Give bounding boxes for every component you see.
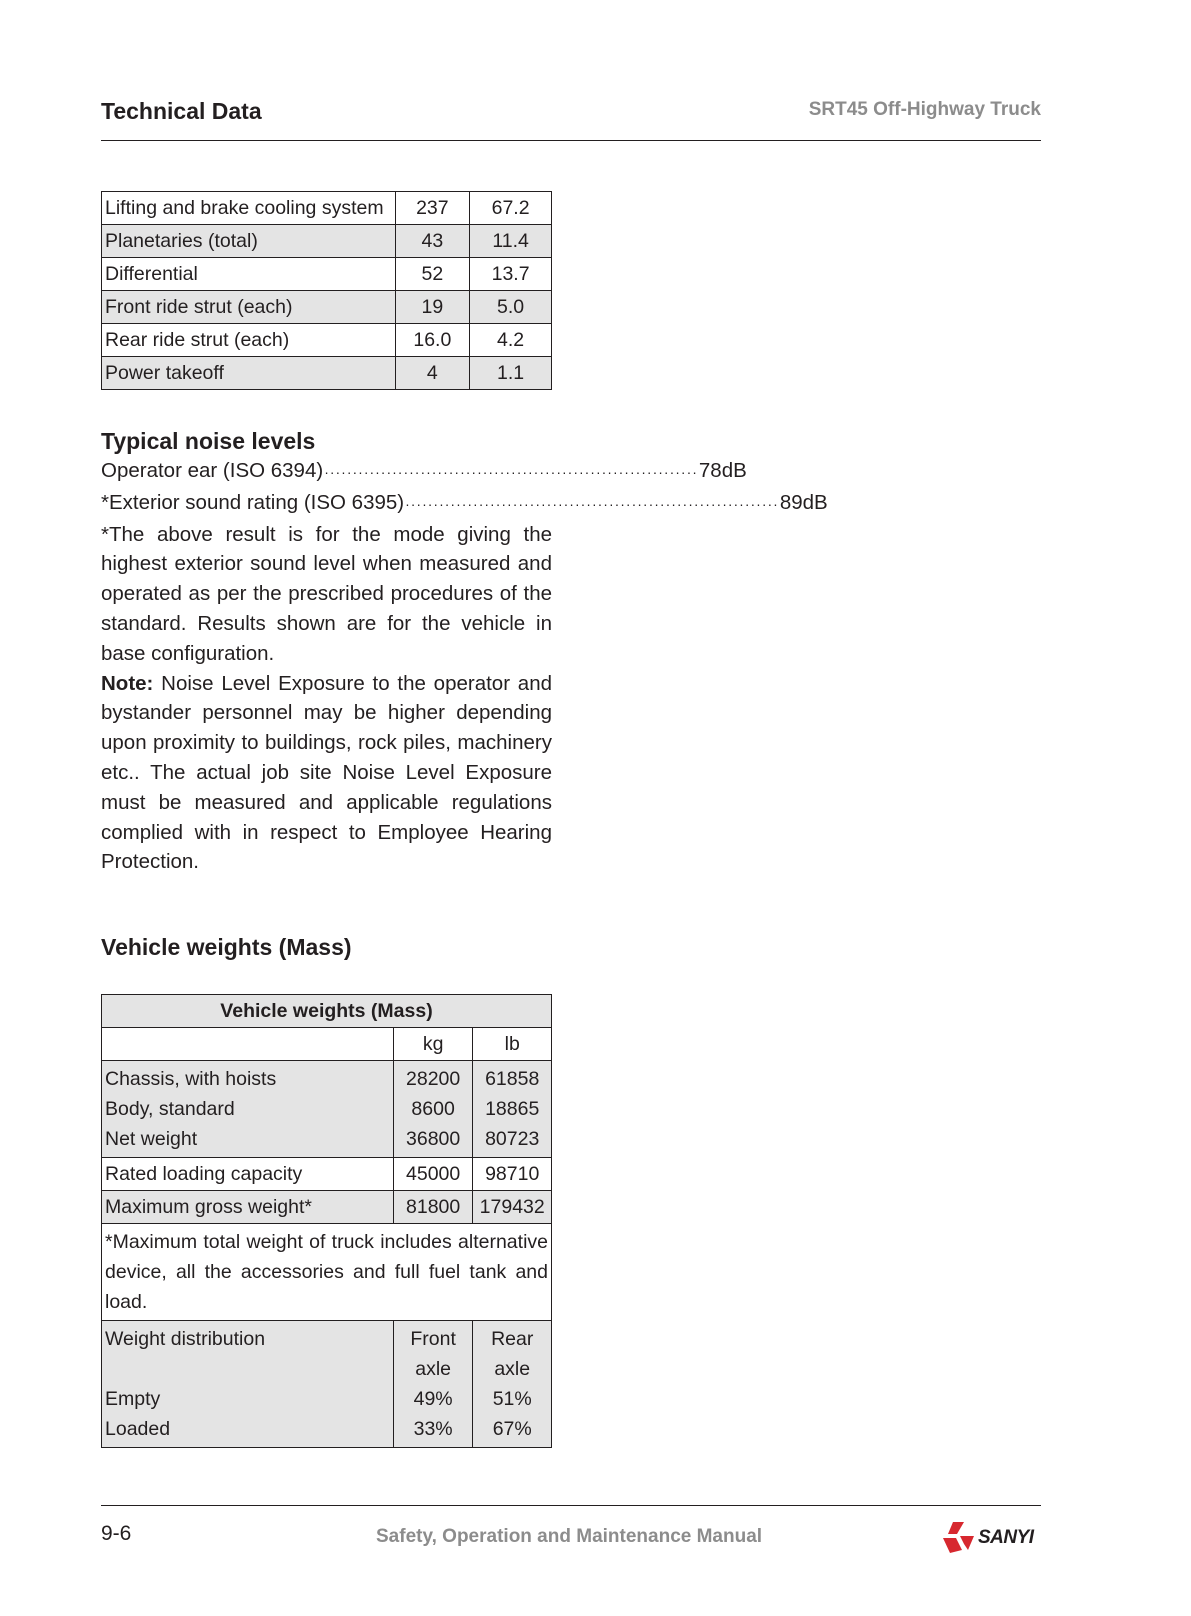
empty-label: Empty xyxy=(105,1388,161,1410)
loaded-front: 33% xyxy=(413,1418,453,1440)
exterior-noise-label: *Exterior sound rating (ISO 6395) xyxy=(101,490,405,514)
row-label: Lifting and brake cooling system xyxy=(102,192,396,225)
table-row xyxy=(102,1061,552,1158)
logo-text: SANYI xyxy=(978,1527,1034,1548)
row-value-1: 52 xyxy=(395,258,470,291)
row-value-1: 16.0 xyxy=(395,324,470,357)
sanyi-logo-icon xyxy=(940,1520,976,1556)
mass-kg xyxy=(393,1061,473,1158)
distribution-labels xyxy=(102,1321,394,1448)
row-value-1: 237 xyxy=(395,192,470,225)
weights-footnote: *Maximum total weight of truck includes alternative device, all the accessories and full fuel tank and load. xyxy=(102,1224,552,1321)
table-row xyxy=(102,291,552,324)
sanyi-logo xyxy=(940,1520,1042,1556)
footer-divider xyxy=(101,1505,1041,1506)
distribution-row xyxy=(102,1321,552,1448)
row-label: Differential xyxy=(102,258,396,291)
noise-footnote: *The above result is for the mode giving the highest exterior sound level when measured and operated as per the prescribed procedures of the standard. Results shown are for the vehicle in base configuration. xyxy=(101,522,552,665)
table-row xyxy=(102,324,552,357)
table-row xyxy=(102,192,552,225)
unit-row xyxy=(102,1028,552,1061)
unit-kg: kg xyxy=(393,1028,473,1061)
rated-label: Rated loading capacity xyxy=(102,1158,394,1191)
front-axle-column xyxy=(393,1321,473,1448)
unit-lb: lb xyxy=(473,1028,552,1061)
chassis-kg: 28200 xyxy=(406,1068,461,1090)
net-lb: 80723 xyxy=(485,1128,540,1150)
operator-noise-line xyxy=(101,456,747,488)
dist-spacer xyxy=(105,1354,390,1384)
rear-axle-column xyxy=(473,1321,552,1448)
row-value-1: 19 xyxy=(395,291,470,324)
header-divider xyxy=(101,140,1041,141)
gross-kg: 81800 xyxy=(393,1191,473,1224)
rated-kg: 45000 xyxy=(393,1158,473,1191)
weights-heading: Vehicle weights (Mass) xyxy=(101,934,352,960)
gross-lb: 179432 xyxy=(473,1191,552,1224)
operator-noise-label: Operator ear (ISO 6394) xyxy=(101,459,324,482)
table-row xyxy=(102,357,552,390)
row-value-1: 4 xyxy=(395,357,470,390)
product-name: SRT45 Off-Highway Truck xyxy=(808,99,1041,120)
row-value-2: 11.4 xyxy=(470,225,552,258)
row-value-2: 4.2 xyxy=(470,324,552,357)
table-row xyxy=(102,1158,552,1191)
exterior-noise-value: 89dB xyxy=(779,490,828,514)
row-value-2: 5.0 xyxy=(470,291,552,324)
table-row xyxy=(102,1191,552,1224)
body-lb: 18865 xyxy=(485,1098,540,1120)
row-label: Planetaries (total) xyxy=(102,225,396,258)
table-row xyxy=(102,225,552,258)
net-kg: 36800 xyxy=(406,1128,461,1150)
row-value-2: 13.7 xyxy=(470,258,552,291)
gross-label: Maximum gross weight* xyxy=(102,1191,394,1224)
rear-label-1: Rear xyxy=(491,1328,534,1350)
rear-label-2: axle xyxy=(494,1358,531,1380)
row-label: Power takeoff xyxy=(102,357,396,390)
noise-section xyxy=(101,456,828,877)
noise-note xyxy=(101,669,552,878)
note-text: Noise Level Exposure to the operator and bystander personnel may be higher depending upon proximity to buildings, rock piles, machinery etc.. The actual job site Noise Level Exposure must be measured and applicable regulations complied with in respect to Employee Hearing Protection. xyxy=(101,671,552,874)
exterior-noise-line xyxy=(101,488,828,520)
note-label: Note: xyxy=(101,671,154,695)
noise-heading: Typical noise levels xyxy=(101,428,316,454)
operator-noise-value: 78dB xyxy=(698,459,747,482)
dot-leader: ·································································· xyxy=(324,464,698,480)
manual-title: Safety, Operation and Maintenance Manual xyxy=(376,1526,763,1547)
dot-leader: ·································································· xyxy=(405,495,779,512)
row-label: Front ride strut (each) xyxy=(102,291,396,324)
mass-lb xyxy=(473,1061,552,1158)
loaded-label: Loaded xyxy=(105,1418,171,1440)
body-label: Body, standard xyxy=(105,1098,235,1120)
chassis-lb: 61858 xyxy=(485,1068,540,1090)
table-title-row xyxy=(102,995,552,1028)
mass-labels xyxy=(102,1061,394,1158)
footnote-row xyxy=(102,1224,552,1321)
loaded-rear: 67% xyxy=(492,1418,532,1440)
row-value-1: 43 xyxy=(395,225,470,258)
empty-rear: 51% xyxy=(492,1388,532,1410)
unit-blank xyxy=(102,1028,394,1061)
capacity-table xyxy=(101,191,552,390)
chassis-label: Chassis, with hoists xyxy=(105,1068,277,1090)
rated-lb: 98710 xyxy=(473,1158,552,1191)
front-label-1: Front xyxy=(410,1328,456,1350)
row-label: Rear ride strut (each) xyxy=(102,324,396,357)
table-title: Vehicle weights (Mass) xyxy=(102,995,552,1028)
row-value-2: 1.1 xyxy=(470,357,552,390)
body-kg: 8600 xyxy=(411,1098,455,1120)
page-number: 9-6 xyxy=(101,1522,132,1545)
row-value-2: 67.2 xyxy=(470,192,552,225)
table-row xyxy=(102,258,552,291)
front-label-2: axle xyxy=(415,1358,451,1380)
page-title: Technical Data xyxy=(101,98,262,124)
empty-front: 49% xyxy=(413,1388,453,1410)
weights-table xyxy=(101,994,552,1448)
net-label: Net weight xyxy=(105,1128,198,1150)
dist-label: Weight distribution xyxy=(105,1328,266,1350)
